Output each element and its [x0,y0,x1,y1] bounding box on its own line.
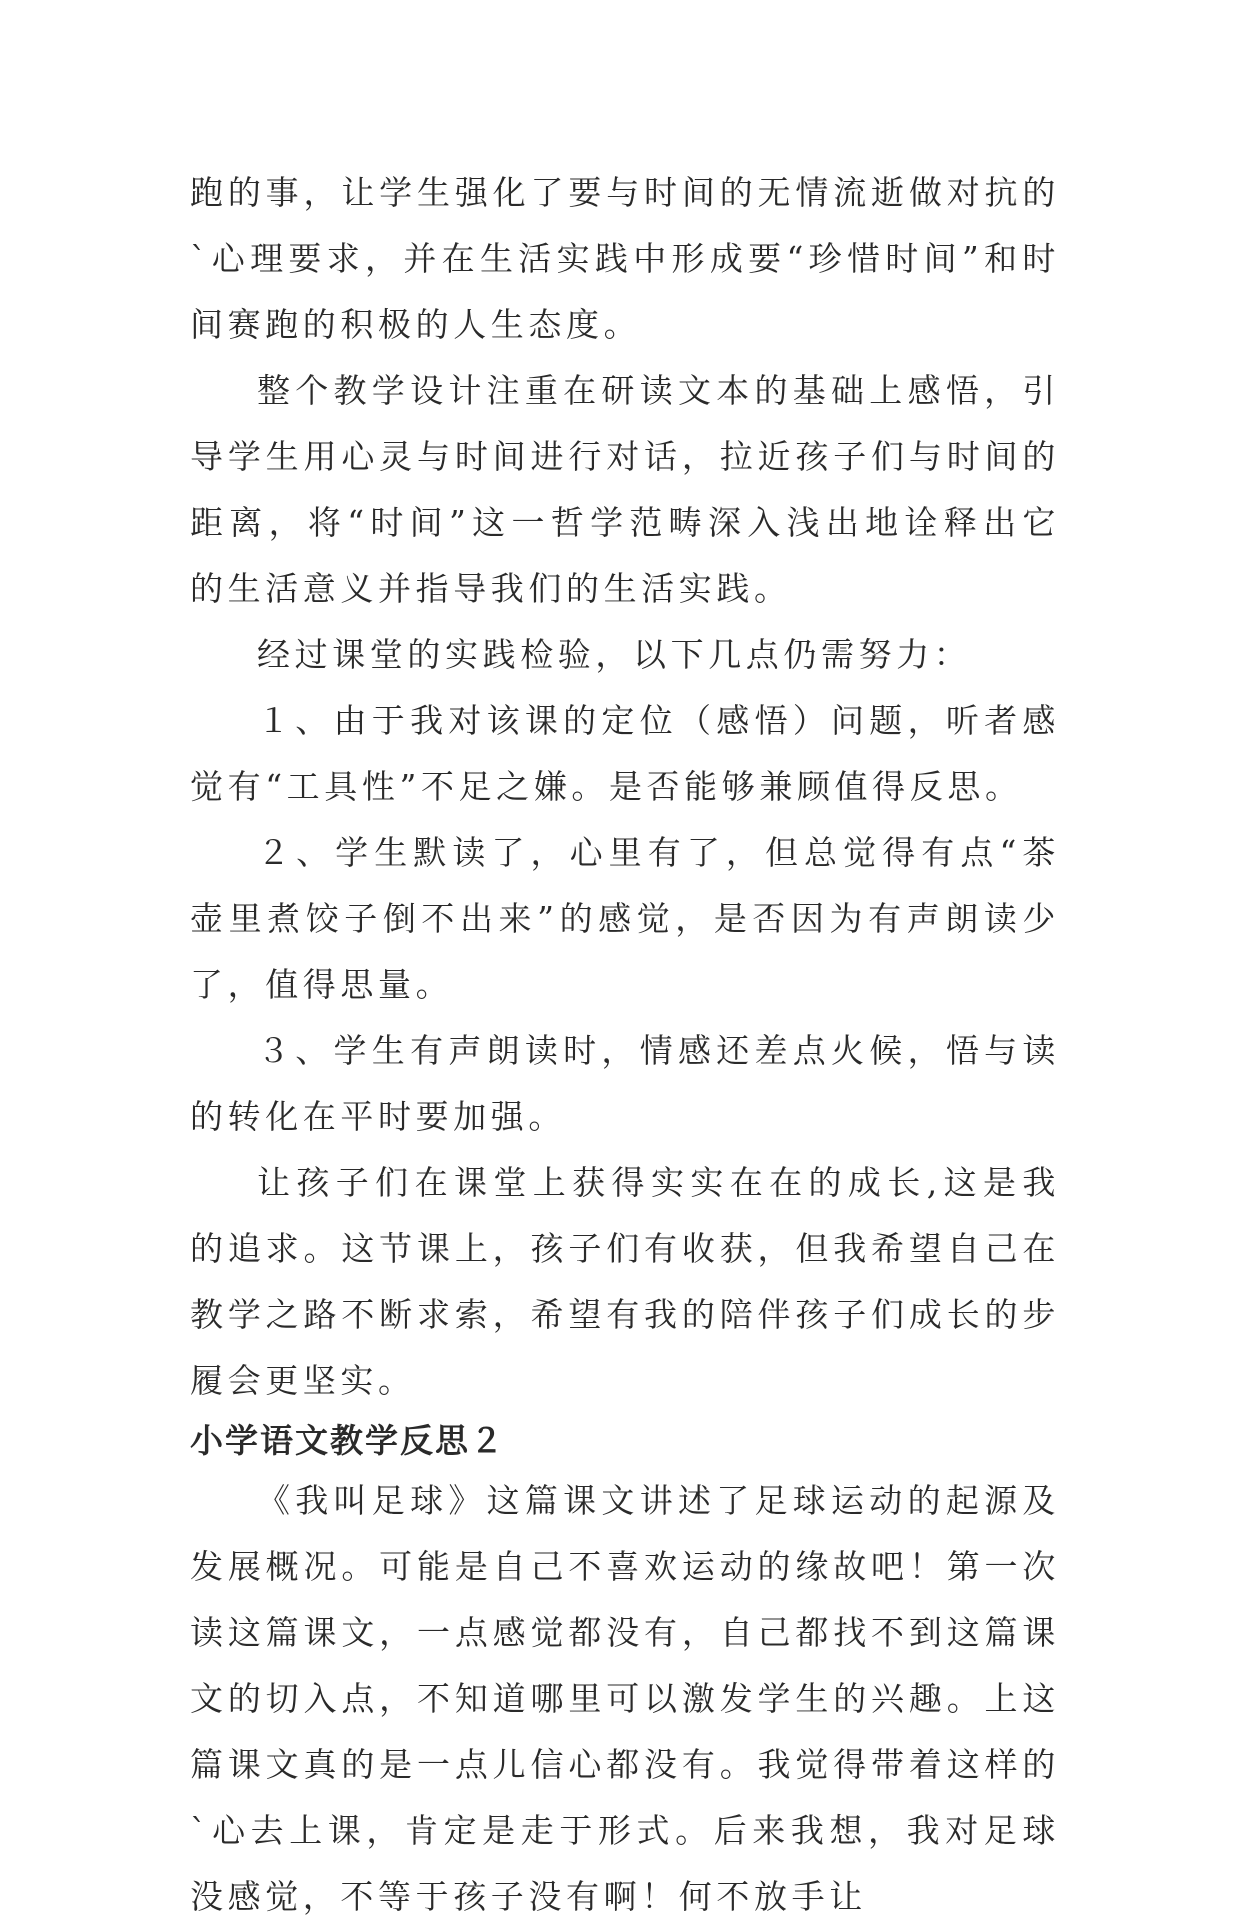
document-page [190,160,1060,1930]
paragraph-improvements-intro: 经过课堂的实践检验，以下几点仍需努力： [257,635,972,674]
paragraph-continuation: 跑的事，让学生强化了要与时间的无情流逝做对抗的`心理要求，并在生活实践中形成要“珍惜时间”和时间赛跑的积极的人生态度。 [190,173,1060,344]
list-item-3: ３、学生有声朗读时，情感还差点火候，悟与读的转化在平时要加强。 [190,1031,1060,1136]
paragraph-football-lesson: 《我叫足球》这篇课文讲述了足球运动的起源及发展概况。可能是自己不喜欢运动的缘故吧！第一次读这篇课文，一点感觉都没有，自己都找不到这篇课文的切入点，不知道哪里可以激发学生的兴趣。上这篇课文真的是一点儿信心都没有。我觉得带着这样的`心去上课，肯定是走于形式。后来我想，我对足球没感觉，不等于孩子没有啊！何不放手让 [190,1481,1060,1916]
section-heading: 小学语文教学反思２ [190,1421,505,1460]
list-item-1: １、由于我对该课的定位（感悟）问题，听者感觉有“工具性”不足之嫌。是否能够兼顾值得反思。 [190,701,1060,806]
paragraph-conclusion: 让孩子们在课堂上获得实实在在的成长,这是我的追求。这节课上，孩子们有收获，但我希望自己在教学之路不断求索，希望有我的陪伴孩子们成长的步履会更坚实。 [190,1163,1060,1400]
paragraph-teaching-design: 整个教学设计注重在研读文本的基础上感悟，引导学生用心灵与时间进行对话，拉近孩子们与时间的距离，将“时间”这一哲学范畴深入浅出地诠释出它的生活意义并指导我们的生活实践。 [190,371,1060,608]
list-item-2: ２、学生默读了，心里有了，但总觉得有点“茶壶里煮饺子倒不出来”的感觉，是否因为有声朗读少了，值得思量。 [190,833,1060,1004]
